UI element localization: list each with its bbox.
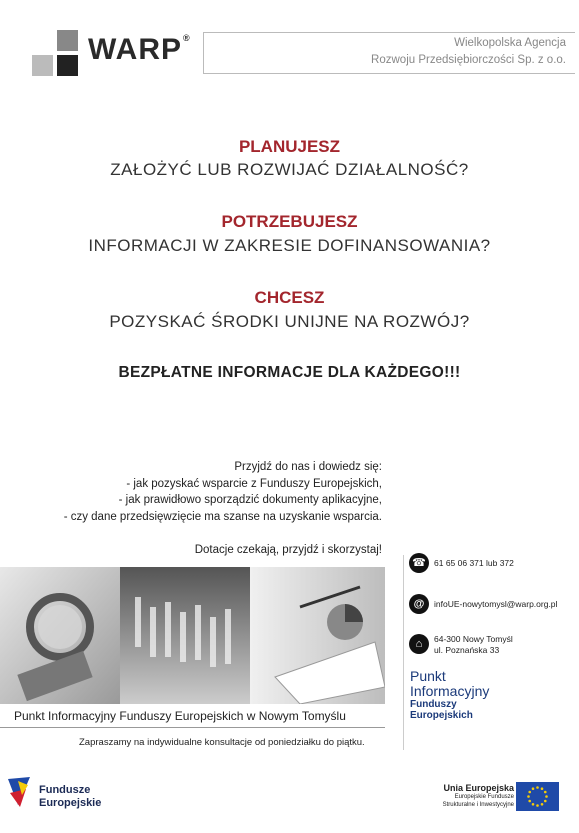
eu-star — [541, 787, 544, 790]
invite-text: Zapraszamy na indywidualne konsultacje od poniedziałku do piątku. — [79, 737, 365, 748]
photo-collage-graphic — [0, 567, 385, 704]
contact-phone: 61 65 06 371 lub 372 — [434, 558, 514, 568]
pif-line-3: Funduszy — [410, 699, 457, 710]
info-item-1: - jak pozyskać wsparcie z Funduszy Europejskich, — [126, 477, 382, 490]
warp-logo-mark — [32, 30, 78, 76]
pif-line-4: Europejskich — [410, 710, 473, 721]
home-icon: ⌂ — [409, 634, 429, 654]
agency-name-box — [203, 32, 575, 74]
eu-star — [528, 791, 531, 794]
contact-address — [434, 634, 513, 656]
email-icon: @ — [409, 594, 429, 614]
contact-divider — [403, 555, 404, 750]
agency-line-1: Wielkopolska Agencja — [454, 37, 566, 49]
address-line-2: ul. Poznańska 33 — [434, 645, 500, 655]
caption-divider — [0, 727, 385, 728]
headline-3-sub: POZYSKAĆ ŚRODKI UNIJNE NA ROZWÓJ? — [109, 312, 470, 331]
info-intro: Przyjdź do nas i dowiedz się: — [234, 461, 382, 473]
address-line-1: 64-300 Nowy Tomyśl — [434, 634, 513, 644]
eu-star — [544, 791, 547, 794]
phone-icon: ☎ — [409, 553, 429, 573]
info-item-3: - czy dane przedsięwzięcie ma szanse na uzyskanie wsparcia. — [63, 510, 382, 523]
pif-line-2: Informacyjny — [410, 683, 490, 699]
eu-star — [528, 800, 531, 803]
headline-2-sub: INFORMACJI W ZAKRESIE DOFINANSOWANIA? — [88, 236, 491, 255]
fe-line-2: Europejskie — [39, 797, 102, 809]
info-block — [64, 459, 382, 525]
eu-star — [545, 795, 548, 798]
eu-title: Unia Europejska — [443, 783, 514, 793]
pif-line-1: Punkt — [410, 668, 446, 684]
punkt-informacyjny-logo — [410, 669, 489, 721]
photo-collage — [0, 567, 385, 704]
eu-star — [544, 800, 547, 803]
fe-line-1: Fundusze — [39, 784, 91, 796]
eu-star — [536, 786, 539, 789]
registered-mark: ® — [183, 33, 191, 43]
eu-text — [443, 783, 514, 809]
agency-line-2: Rozwoju Przedsiębiorczości Sp. z o.o. — [371, 54, 566, 66]
headline-1-sub: ZAŁOŻYĆ LUB ROZWIJAĆ DZIAŁALNOŚĆ? — [110, 160, 469, 179]
eu-star — [532, 787, 535, 790]
photo-caption: Punkt Informacyjny Funduszy Europejskich w Nowym Tomyślu — [14, 709, 346, 723]
free-info-banner: BEZPŁATNE INFORMACJE DLA KAŻDEGO!!! — [118, 364, 461, 381]
headline-3-red: CHCESZ — [254, 288, 325, 307]
eu-star — [532, 803, 535, 806]
headline-1-red: PLANUJESZ — [238, 137, 341, 156]
info-cta: Dotacje czekają, przyjdź i skorzystaj! — [194, 544, 382, 556]
headline-2-red: POTRZEBUJESZ — [221, 212, 358, 231]
eu-star — [527, 795, 530, 798]
eu-star — [541, 803, 544, 806]
fundusze-europejskie-icon — [6, 775, 34, 809]
eu-star — [536, 804, 539, 807]
logo-word: WARP — [88, 33, 182, 66]
eu-line-2: Strukturalne i Inwestycyjne — [442, 802, 514, 808]
contact-email[interactable]: infoUE-nowytomysl@warp.org.pl — [434, 599, 558, 609]
eu-flag-icon — [516, 782, 559, 811]
warp-logo-text — [88, 33, 191, 67]
fundusze-europejskie-text — [39, 784, 101, 810]
info-item-2: - jak prawidłowo sporządzić dokumenty aplikacyjne, — [118, 494, 382, 506]
eu-line-1: Europejskie Fundusze — [454, 794, 514, 800]
